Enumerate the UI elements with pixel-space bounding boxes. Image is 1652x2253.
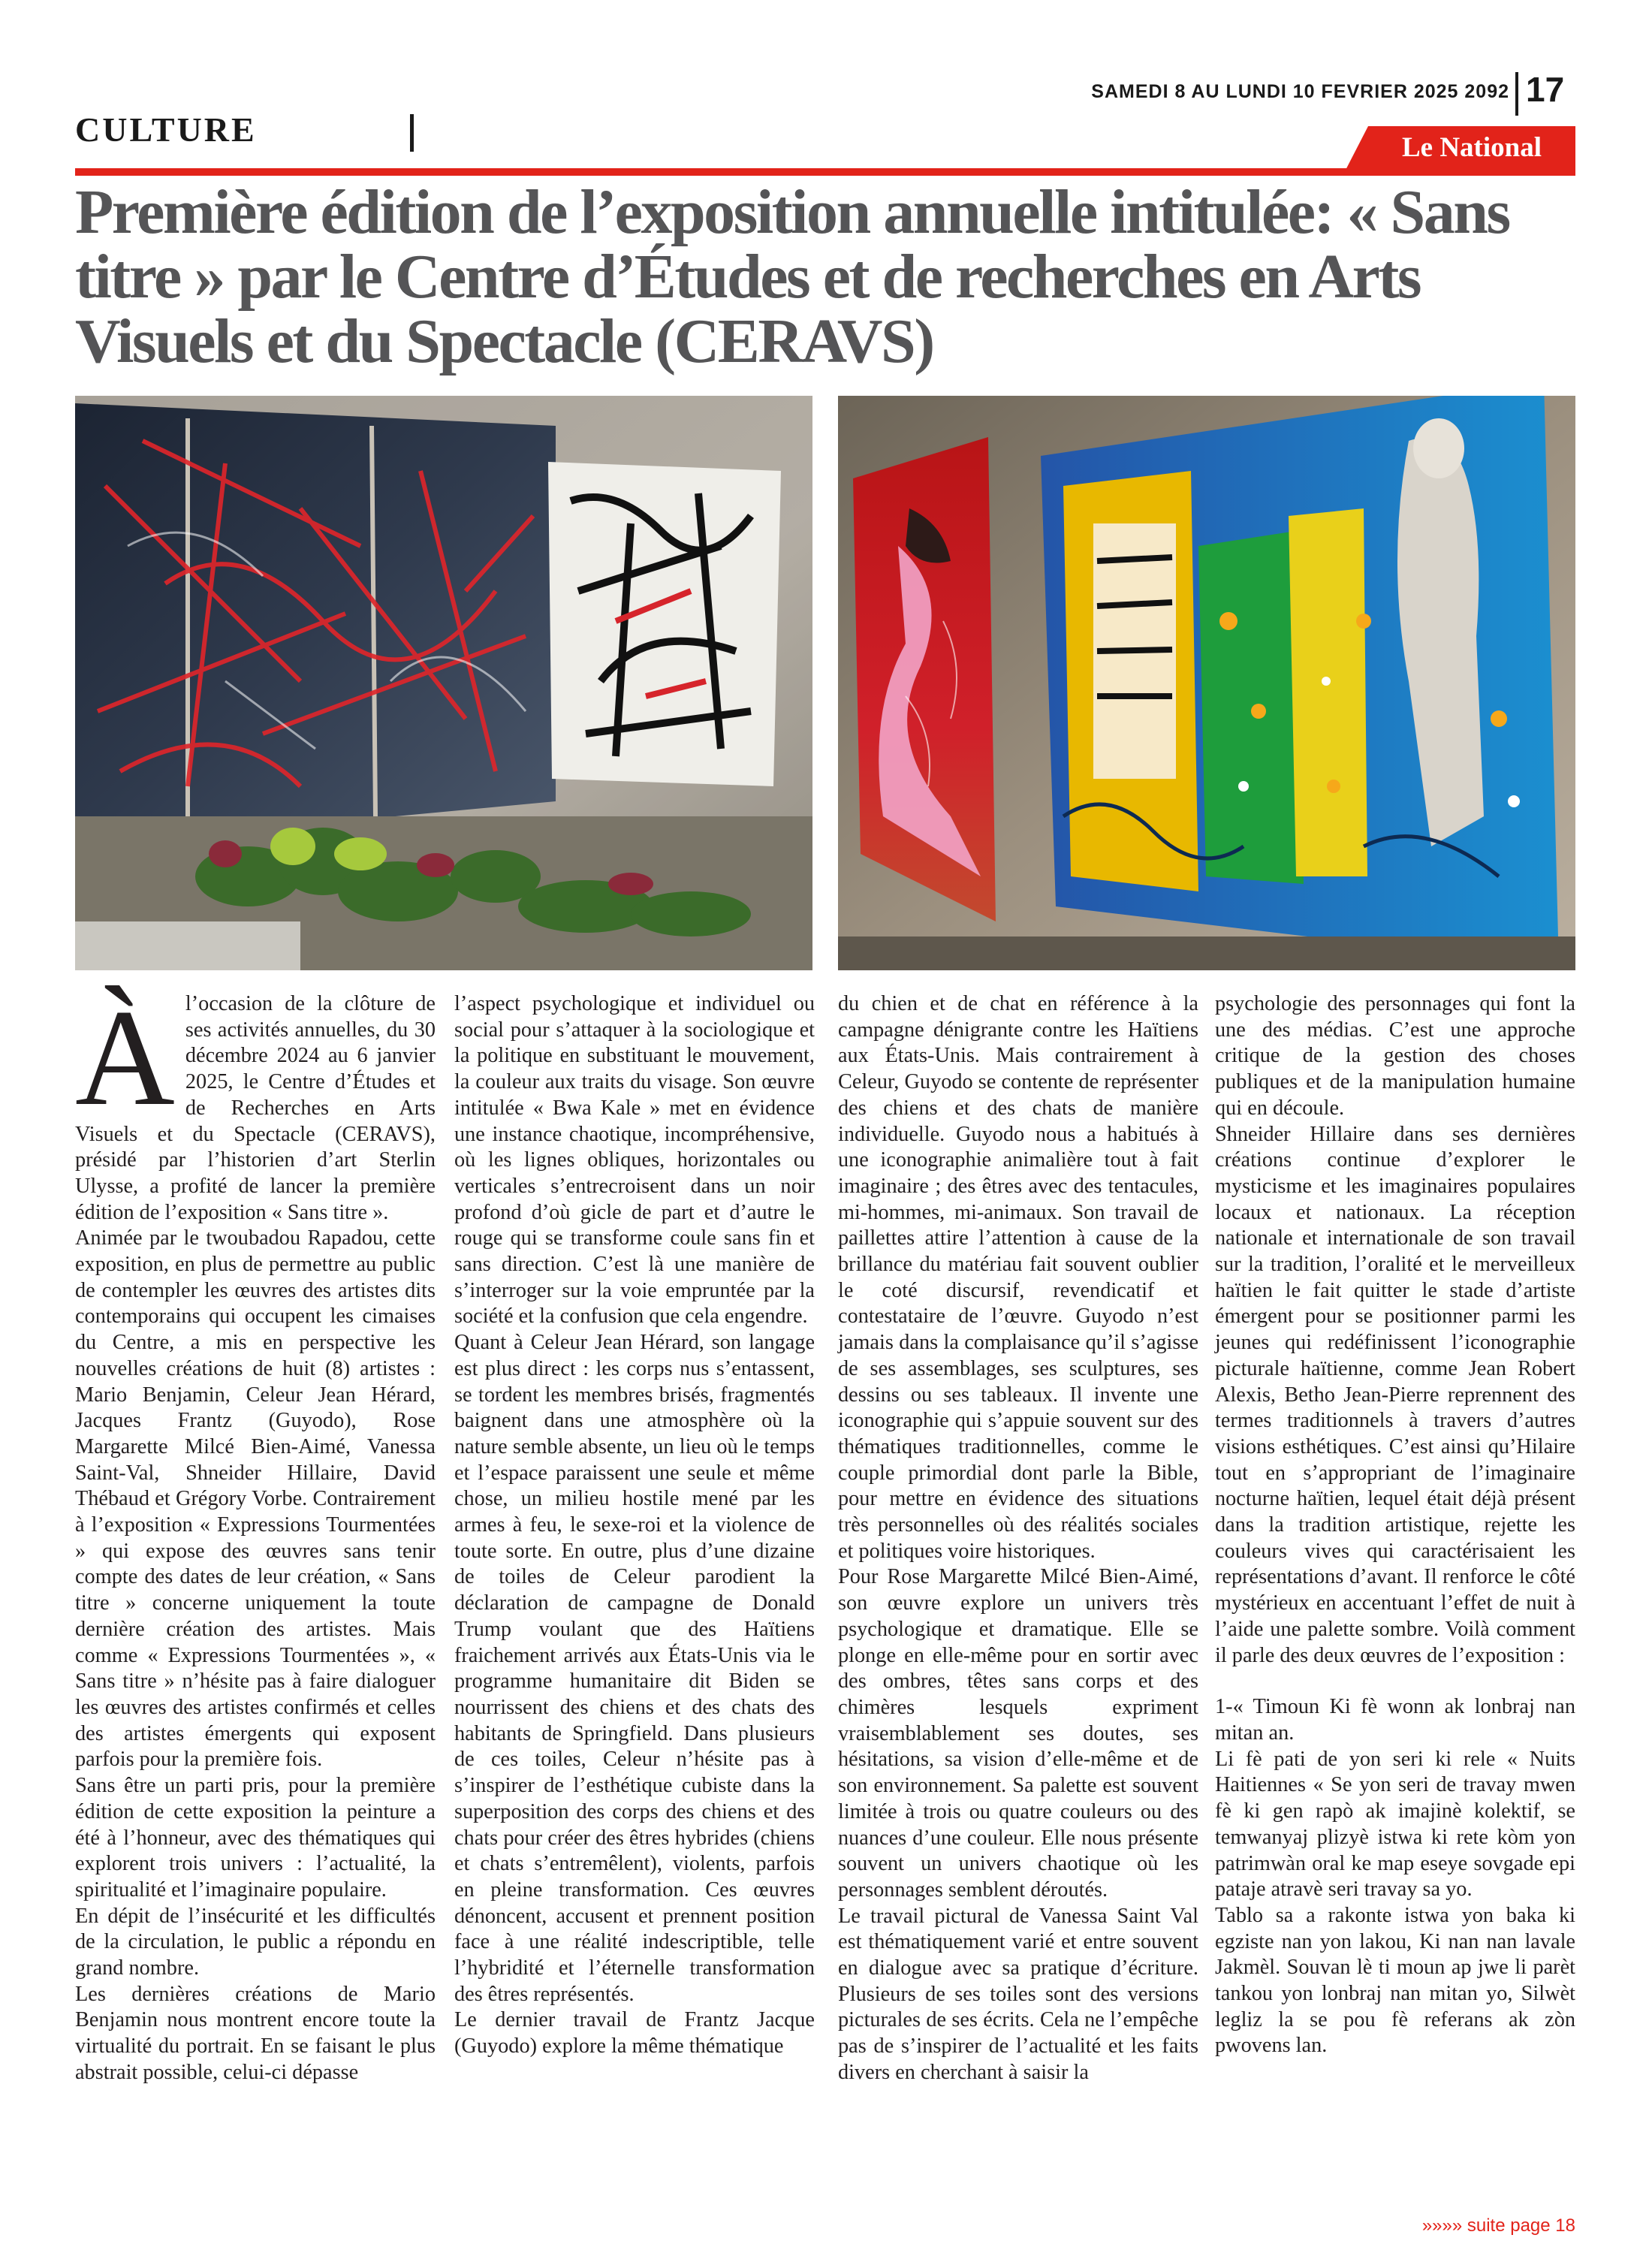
paragraph: psychologie des personnages qui font la une des médias. C’est une approche critique de la gestion des choses publiques et de la manipulation humaine qui en découle. — [1215, 992, 1575, 1120]
paragraph: Pour Rose Margarette Milcé Bien-Aimé, son œuvre explore un univers très psychologique et dramatique. Elle se plonge en elle-même pour en sortir avec des ombres, têtes sans corps et des chimères lesquels expriment vraisemblablement ses doutes, ses hésitations, sa vision d’elle-même et de son environnement. Sa palette est souvent limitée à trois ou quatre couleurs ou des nuances d’une couleur. Elle nous présente souvent un univers chaotique où les personnages semblent déroutés. — [838, 1565, 1198, 1902]
paragraph: Sans être un parti pris, pour la première édition de cette exposition la peinture a été à l’honneur, avec des thématiques qui explorent trois univers : l’actualité, la spiritualité et l’imaginaire populaire. — [75, 1774, 436, 1902]
issue-date: SAMEDI 8 AU LUNDI 10 FEVRIER 2025 2092 — [1091, 81, 1509, 102]
paragraph-spacer — [1215, 1669, 1575, 1694]
paragraph: Le dernier travail de Frantz Jacque (Guyodo) explore la même thématique — [454, 2008, 815, 2058]
brand-name: Le National — [1401, 132, 1542, 163]
article-headline: Première édition de l’exposition annuelle intitulée: « Sans titre » par le Centre d’Études et de recherches en Arts Visuels et du Spectacle (CERAVS) — [75, 177, 1509, 376]
exhibition-photo-left — [75, 396, 812, 970]
page-number: 17 — [1526, 70, 1565, 109]
exhibition-photo-right — [838, 396, 1575, 970]
section-divider — [410, 114, 414, 152]
paragraph: Quant à Celeur Jean Hérard, son langage est plus direct : les corps nus s’entassent, se tordent les membres brisés, fragmentés baignent dans une atmosphère où la nature semble absente, un lieu où le temps et l’espace paraissent une seule et même chose, un milieu hostile mené par les armes à feu, le sexe-roi et la violence de toute sorte. En outre, plus d’une dizaine de toiles de Celeur parodient la déclaration de campagne de Donald Trump voulant que des Haïtiens fraichement arrivés aux États-Unis via le programme humanitaire dit Biden se nourrissent des chiens et des chats des habitants de Springfield. Dans plusieurs de ces toiles, Celeur n’hésite pas à s’inspirer de l’esthétique cubiste dans la superposition des corps des chiens et des chats pour créer des êtres hybrides (chiens et chats s’entremêlent), violents, parfois en pleine transformation. Ces œuvres dénoncent, accusent et prennent position face à une réalité indescriptible, telle l’hybridité et l’éternelle transformation des êtres représentés. — [454, 1331, 815, 2006]
article-column-4 — [1215, 991, 1575, 2059]
paragraph: Li fè pati de yon seri ki rele « Nuits Haitiennes « Se yon seri de travay mwen fè ki gen rapò ak imajinè kolektif, se temwanyaj plizyè istwa ki rete kòm yon patrimwàn oral ke map eseye sovgade epi pataje atravè seri travay sa yo. — [1215, 1747, 1575, 1902]
paragraph: Le travail pictural de Vanessa Saint Val est thématiquement varié et entre souvent en dialogue avec sa pratique d’écriture. Plusieurs de ses toiles sont des versions picturales de ses écrits. Cela ne l’empêche pas de s’inspirer de l’actualité et les faits divers en cherchant à saisir la — [838, 1904, 1198, 2084]
article-column-1 — [75, 981, 436, 2086]
section-label: CULTURE — [75, 110, 257, 149]
drop-cap: À — [75, 981, 175, 1134]
page-number-divider — [1515, 72, 1518, 116]
paragraph: l’aspect psychologique et individuel ou social pour s’attaquer à la sociologique et la politique en substituant le mouvement, la couleur aux traits du visage. Son œuvre intitulée « Bwa Kale » met en évidence une instance chaotique, incompréhensive, où les lignes obliques, horizontales ou verticales s’entrecroisent dans un noir profond d’où gicle de part et d’autre le rouge qui se transforme coule sans fin et sans direction. C’est là une manière de s’interroger sur la voie empruntée par la société et la confusion que cela engendre. — [454, 992, 815, 1329]
paragraph: Les dernières créations de Mario Benjamin nous montrent encore toute la virtualité du portrait. En se faisant le plus abstrait possible, celui-ci dépasse — [75, 1982, 436, 2084]
paragraph: Tablo sa a rakonte istwa yon baka ki egziste nan yon lakou, Ki nan nan lavale Jakmèl. Souvan lè ti moun ap jwe li parèt tankou yon lonbraj nan mitan yo, Silwèt legliz la se pou fè referans ak zòn pwovens lan. — [1215, 1903, 1575, 2058]
paragraph: 1-« Timoun Ki fè wonn ak lonbraj nan mitan an. — [1215, 1695, 1575, 1745]
continuation-link[interactable]: »»»» suite page 18 — [1421, 2215, 1575, 2236]
paragraph: En dépit de l’insécurité et les difficultés de la circulation, le public a répondu en grand nombre. — [75, 1904, 436, 1980]
paragraph: Shneider Hillaire dans ses dernières créations continue d’explorer le mysticisme et les imaginaires populaires locaux et nationaux. La réception nationale et internationale de son travail sur la tradition, l’oralité et le merveilleux haïtien le fait quitter le stade d’artiste émergent pour se positionner parmi les jeunes qui redéfinissent l’iconographie picturale haïtienne, comme Jean Robert Alexis, Betho Jean-Pierre reprennent des termes traditionnels à travers d’autres visions esthétiques. C’est ainsi qu’Hilaire tout en s’appropriant de l’imaginaire nocturne haïtien, lequel était déjà présent dans la tradition artistique, rejette les couleurs vives qui caractérisaient les représentations d’avant. Il renforce le côté mystérieux en accentuant l’effet de nuit à l’aide une palette sombre. Voilà comment il parle des deux œuvres de l’exposition : — [1215, 1122, 1575, 1667]
paragraph: du chien et de chat en référence à la campagne dénigrante contre les Haïtiens aux États-Unis. Mais contrairement à Celeur, Guyodo se contente de représenter des chiens et des chats de manière individuelle. Guyodo nous a habitués à une iconographie animalière tout à fait imaginaire ; des êtres avec des tentacules, mi-hommes, mi-animaux. Son travail de paillettes attire l’attention à cause de la brillance du matériau fait souvent oublier le coté discursif, revendicatif et contestataire de l’œuvre. Guyodo n’est jamais dans la complaisance qu’il s’agisse de ses assemblages, ses sculptures, ses dessins ou ses tableaux. Il invente une iconographie qui s’appuie souvent sur des thématiques traditionnelles, comme le couple primordial dont parle la Bible, pour mettre en évidence des situations très personnelles où des réalités sociales et politiques voire historiques. — [838, 992, 1198, 1563]
paragraph: l’occasion de la clôture de ses activités annuelles, du 30 décembre 2024 au 6 janvier 2025, le Centre d’Études et de Recherches en Arts Visuels et du Spectacle (CERAVS), présidé par l’historien d’art Sterlin Ulysse, a profité de lancer la première édition de l’exposition « Sans titre ». — [75, 992, 436, 1224]
article-column-2 — [454, 991, 815, 2060]
article-column-3 — [838, 991, 1198, 2086]
paragraph: Animée par le twoubadou Rapadou, cette exposition, en plus de permettre au public de contempler les œuvres des artistes dits contemporains qui occupent les cimaises du Centre, a mis en perspective les nouvelles créations de huit (8) artistes : Mario Benjamin, Celeur Jean Hérard, Jacques Frantz (Guyodo), Rose Margarette Milcé Bien-Aimé, Vanessa Saint-Val, Shneider Hillaire, David Thébaud et Grégory Vorbe. Contrairement à l’exposition « Expressions Tourmentées » qui expose des œuvres sans tenir compte des dates de leur création, « Sans titre » concerne uniquement la toute dernière création des artistes. Mais comme « Expressions Tourmentées », « Sans titre » n’hésite pas à faire dialoguer les œuvres des artistes confirmés et celles des artistes émergents qui exposent parfois pour la première fois. — [75, 1226, 436, 1772]
